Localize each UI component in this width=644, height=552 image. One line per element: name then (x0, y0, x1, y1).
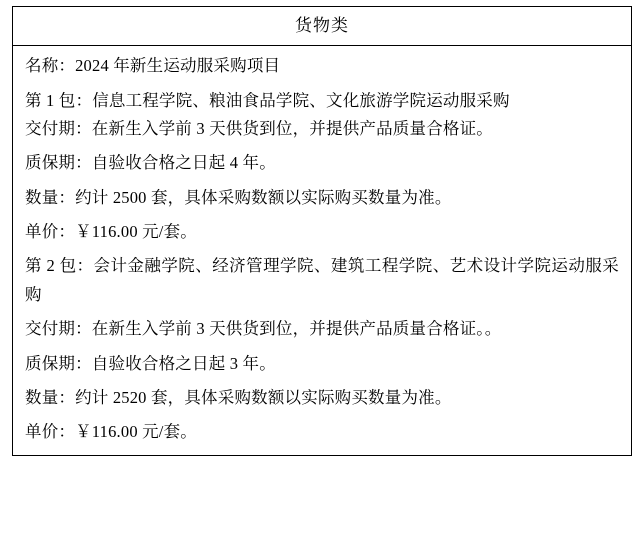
table-title: 货物类 (13, 7, 632, 46)
table-body-row (13, 46, 632, 456)
package-1-warranty-line: 质保期：自验收合格之日起 4 年。 (25, 153, 276, 173)
package-2-price-line: 单价：￥116.00 元/套。 (25, 422, 197, 442)
project-name-line: 名称：2024 年新生运动服采购项目 (25, 56, 281, 76)
package-1-price-line: 单价：￥116.00 元/套。 (25, 222, 197, 242)
table-body-cell (13, 46, 632, 456)
package-1-delivery-line: 交付期：在新生入学前 3 天供货到位，并提供产品质量合格证。 (25, 118, 493, 138)
package-1-quantity-line: 数量：约计 2500 套，具体采购数额以实际购买数量为准。 (25, 187, 452, 207)
package-2-delivery-line: 交付期：在新生入学前 3 天供货到位，并提供产品质量合格证。。 (25, 319, 502, 339)
package-2-quantity-line: 数量：约计 2520 套，具体采购数额以实际购买数量为准。 (25, 387, 452, 407)
goods-category-table (12, 6, 632, 456)
table-header-row (13, 7, 632, 46)
package-2-warranty-line: 质保期：自验收合格之日起 3 年。 (25, 353, 276, 373)
package-2-title-line: 第 2 包：会计金融学院、经济管理学院、建筑工程学院、艺术设计学院运动服采购 (25, 256, 619, 304)
package-1-title-line: 第 1 包：信息工程学院、粮油食品学院、文化旅游学院运动服采购 (25, 90, 510, 110)
